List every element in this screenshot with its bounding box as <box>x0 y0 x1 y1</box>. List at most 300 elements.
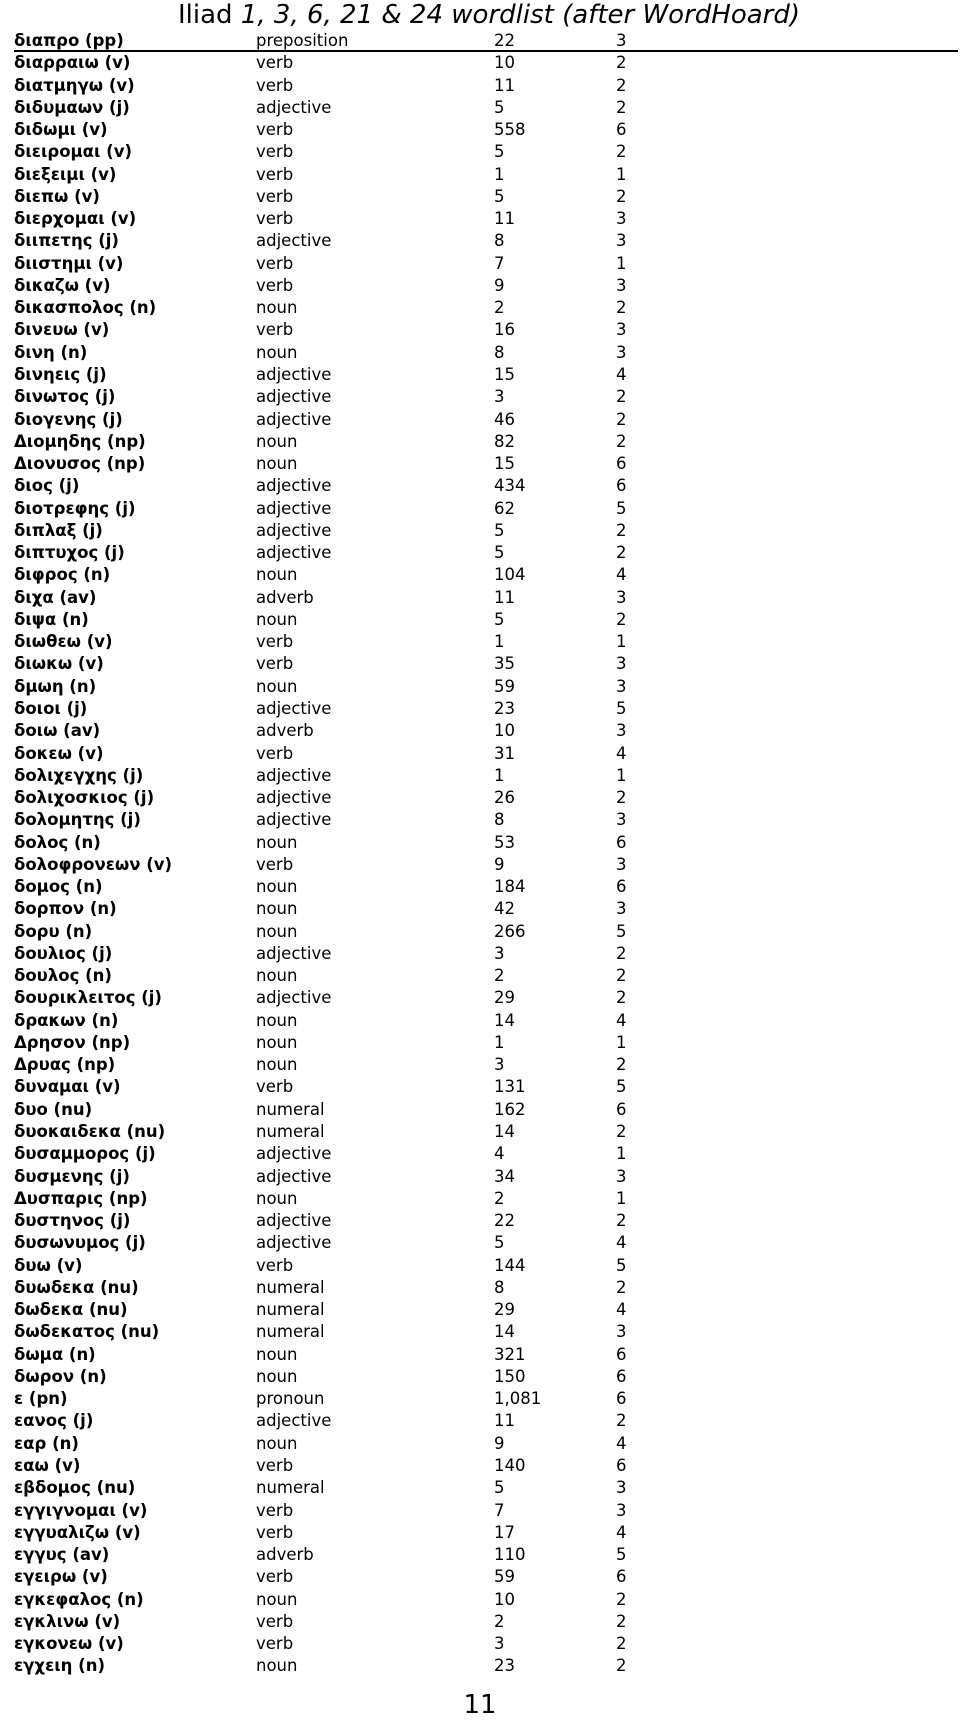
wordlist-row <box>14 1099 960 1121</box>
headword: εγκονεω (v) <box>14 1634 124 1654</box>
book-count: 2 <box>616 1656 627 1676</box>
wordlist-row <box>14 1611 960 1633</box>
frequency: 5 <box>494 142 505 162</box>
wordlist-row <box>14 52 960 74</box>
part-of-speech: noun <box>256 342 298 362</box>
part-of-speech: adjective <box>256 788 332 808</box>
frequency: 46 <box>494 409 515 429</box>
book-count: 3 <box>616 721 627 741</box>
wordlist-row <box>14 1455 960 1477</box>
headword: δωρον (n) <box>14 1366 107 1386</box>
part-of-speech: verb <box>256 209 294 229</box>
frequency: 8 <box>494 1277 505 1297</box>
page-number: 11 <box>463 1690 497 1720</box>
part-of-speech: verb <box>256 1611 294 1631</box>
headword: δυναμαι (v) <box>14 1077 121 1097</box>
headword: διωθεω (v) <box>14 632 113 652</box>
frequency: 14 <box>494 1122 515 1142</box>
part-of-speech: adjective <box>256 1211 332 1231</box>
wordlist-row <box>14 409 960 431</box>
headword: διογενης (j) <box>14 409 123 429</box>
wordlist-row <box>14 609 960 631</box>
part-of-speech: adjective <box>256 698 332 718</box>
headword: δυω (v) <box>14 1255 83 1275</box>
wordlist-row <box>14 587 960 609</box>
wordlist-row <box>14 631 960 653</box>
frequency: 3 <box>494 1634 505 1654</box>
frequency: 14 <box>494 1322 515 1342</box>
book-count: 2 <box>616 988 627 1008</box>
headword: δομος (n) <box>14 877 103 897</box>
wordlist-row <box>14 720 960 742</box>
book-count: 2 <box>616 1634 627 1654</box>
wordlist-row <box>14 164 960 186</box>
part-of-speech: noun <box>256 1344 298 1364</box>
book-count: 2 <box>616 53 627 73</box>
part-of-speech: adjective <box>256 231 332 251</box>
frequency: 5 <box>494 97 505 117</box>
book-count: 2 <box>616 298 627 318</box>
book-count: 5 <box>616 921 627 941</box>
frequency: 131 <box>494 1077 526 1097</box>
part-of-speech: verb <box>256 743 294 763</box>
part-of-speech: numeral <box>256 1099 325 1119</box>
part-of-speech: verb <box>256 1500 294 1520</box>
headword: δολοφρονεων (v) <box>14 854 173 874</box>
frequency: 59 <box>494 1567 515 1587</box>
headword: δυσαμμορος (j) <box>14 1144 156 1164</box>
frequency: 558 <box>494 120 526 140</box>
headword: διπτυχος (j) <box>14 543 125 563</box>
book-count: 6 <box>616 1456 627 1475</box>
wordlist-row <box>14 475 960 497</box>
headword: διωκω (v) <box>14 654 104 674</box>
frequency: 1 <box>494 765 505 785</box>
frequency: 11 <box>494 209 515 229</box>
frequency: 434 <box>494 476 526 496</box>
part-of-speech: verb <box>256 1255 294 1275</box>
headword: διιστημι (v) <box>14 253 124 273</box>
book-count: 1 <box>616 253 627 273</box>
part-of-speech: adverb <box>256 721 314 741</box>
part-of-speech: verb <box>256 275 294 295</box>
wordlist-row <box>14 898 960 920</box>
headword: εαρ (n) <box>14 1433 79 1453</box>
wordlist-row <box>14 1032 960 1054</box>
book-count: 2 <box>616 1055 627 1075</box>
frequency: 1 <box>494 632 505 652</box>
book-count: 3 <box>616 676 627 696</box>
frequency: 5 <box>494 1233 505 1253</box>
wordlist-row <box>14 1410 960 1432</box>
headword: διχα (av) <box>14 587 97 607</box>
wordlist-row <box>14 787 960 809</box>
headword: διεξειμι (v) <box>14 164 117 184</box>
wordlist-row <box>14 1366 960 1388</box>
book-count: 3 <box>616 275 627 295</box>
wordlist-row <box>14 1544 960 1566</box>
wordlist-row <box>14 676 960 698</box>
part-of-speech: verb <box>256 1634 294 1654</box>
book-count: 3 <box>616 654 627 674</box>
book-count: 2 <box>616 431 627 451</box>
headword: δοιοι (j) <box>14 698 88 718</box>
headword: δρακων (n) <box>14 1010 119 1030</box>
headword: διιπετης (j) <box>14 231 119 251</box>
part-of-speech: noun <box>256 832 298 852</box>
wordlist-row <box>14 743 960 765</box>
wordlist-row <box>14 1010 960 1032</box>
part-of-speech: noun <box>256 1656 298 1676</box>
book-count: 3 <box>616 1322 627 1342</box>
headword: δινη (n) <box>14 342 88 362</box>
book-count: 2 <box>616 409 627 429</box>
book-count: 3 <box>616 342 627 362</box>
frequency: 23 <box>494 698 515 718</box>
part-of-speech: noun <box>256 1010 298 1030</box>
book-count: 6 <box>616 1366 627 1386</box>
book-count: 2 <box>616 609 627 629</box>
headword: διαρραιω (v) <box>14 53 131 73</box>
frequency: 23 <box>494 1656 515 1676</box>
book-count: 3 <box>616 31 627 50</box>
part-of-speech: noun <box>256 1032 298 1052</box>
wordlist-row <box>14 208 960 230</box>
wordlist-row <box>14 765 960 787</box>
headword: δυσμενης (j) <box>14 1166 130 1186</box>
part-of-speech: noun <box>256 565 298 585</box>
headword: εγγυς (av) <box>14 1545 110 1565</box>
book-count: 6 <box>616 120 627 140</box>
part-of-speech: adjective <box>256 1166 332 1186</box>
part-of-speech: noun <box>256 1366 298 1386</box>
headword: δορπον (n) <box>14 899 117 919</box>
frequency: 29 <box>494 988 515 1008</box>
frequency: 2 <box>494 298 505 318</box>
headword: δολομητης (j) <box>14 810 141 830</box>
frequency: 59 <box>494 676 515 696</box>
headword: διδυμαων (j) <box>14 97 130 117</box>
headword: Δρησον (np) <box>14 1032 131 1052</box>
part-of-speech: verb <box>256 1077 294 1097</box>
book-count: 2 <box>616 1277 627 1297</box>
book-count: 2 <box>616 97 627 117</box>
headword: δυστηνος (j) <box>14 1211 131 1231</box>
frequency: 2 <box>494 1611 505 1631</box>
headword: διδωμι (v) <box>14 120 108 140</box>
book-count: 3 <box>616 810 627 830</box>
book-count: 2 <box>616 543 627 563</box>
book-count: 4 <box>616 743 627 763</box>
part-of-speech: noun <box>256 609 298 629</box>
part-of-speech: noun <box>256 431 298 451</box>
wordlist-table <box>14 30 960 1678</box>
headword: διφρος (n) <box>14 565 111 585</box>
wordlist-row <box>14 921 960 943</box>
headword: δουλιος (j) <box>14 943 113 963</box>
headword: Διονυσος (np) <box>14 454 146 474</box>
headword: δυοκαιδεκα (nu) <box>14 1122 166 1142</box>
book-count: 6 <box>616 454 627 474</box>
wordlist-row <box>14 1500 960 1522</box>
part-of-speech: verb <box>256 186 294 206</box>
frequency: 11 <box>494 587 515 607</box>
book-count: 4 <box>616 1300 627 1320</box>
wordlist-row <box>14 75 960 97</box>
book-count: 5 <box>616 1255 627 1275</box>
frequency: 2 <box>494 1188 505 1208</box>
book-count: 6 <box>616 832 627 852</box>
frequency: 10 <box>494 1589 515 1609</box>
part-of-speech: verb <box>256 654 294 674</box>
headword: δυσωνυμος (j) <box>14 1233 146 1253</box>
part-of-speech: adjective <box>256 97 332 117</box>
frequency: 35 <box>494 654 515 674</box>
wordlist-row <box>14 141 960 163</box>
wordlist-row <box>14 698 960 720</box>
part-of-speech: adjective <box>256 943 332 963</box>
headword: εγγιγνομαι (v) <box>14 1500 148 1520</box>
frequency: 82 <box>494 431 515 451</box>
frequency: 22 <box>494 31 515 50</box>
part-of-speech: noun <box>256 676 298 696</box>
part-of-speech: verb <box>256 53 294 73</box>
frequency: 8 <box>494 342 505 362</box>
headword: διοτρεφης (j) <box>14 498 136 518</box>
part-of-speech: pronoun <box>256 1389 325 1409</box>
book-count: 1 <box>616 765 627 785</box>
part-of-speech: noun <box>256 298 298 318</box>
wordlist-row <box>14 1299 960 1321</box>
part-of-speech: adjective <box>256 765 332 785</box>
wordlist-row <box>14 1188 960 1210</box>
title-prefix: Iliad <box>178 0 241 30</box>
part-of-speech: noun <box>256 899 298 919</box>
headword: δολος (n) <box>14 832 101 852</box>
part-of-speech: verb <box>256 320 294 340</box>
part-of-speech: adjective <box>256 498 332 518</box>
wordlist-row <box>14 1166 960 1188</box>
book-count: 5 <box>616 498 627 518</box>
part-of-speech: noun <box>256 1433 298 1453</box>
book-count: 4 <box>616 1433 627 1453</box>
frequency: 42 <box>494 899 515 919</box>
frequency: 62 <box>494 498 515 518</box>
wordlist-row <box>14 30 960 52</box>
wordlist-row <box>14 1522 960 1544</box>
part-of-speech: noun <box>256 921 298 941</box>
frequency: 10 <box>494 53 515 73</box>
book-count: 2 <box>616 387 627 407</box>
headword: διψα (n) <box>14 609 89 629</box>
headword: εγχειη (n) <box>14 1656 105 1676</box>
part-of-speech: adverb <box>256 1545 314 1565</box>
book-count: 6 <box>616 476 627 496</box>
headword: διος (j) <box>14 476 80 496</box>
headword: δμωη (n) <box>14 676 97 696</box>
book-count: 1 <box>616 164 627 184</box>
wordlist-row <box>14 453 960 475</box>
frequency: 3 <box>494 1055 505 1075</box>
book-count: 3 <box>616 1478 627 1498</box>
headword: δωδεκατος (nu) <box>14 1322 160 1342</box>
part-of-speech: adjective <box>256 1233 332 1253</box>
book-count: 3 <box>616 899 627 919</box>
frequency: 14 <box>494 1010 515 1030</box>
headword: εγκλινω (v) <box>14 1611 121 1631</box>
frequency: 15 <box>494 454 515 474</box>
frequency: 15 <box>494 364 515 384</box>
wordlist-row <box>14 1232 960 1254</box>
headword: διατμηγω (v) <box>14 75 135 95</box>
frequency: 184 <box>494 877 526 897</box>
wordlist-row <box>14 1477 960 1499</box>
wordlist-row <box>14 987 960 1009</box>
wordlist-row <box>14 431 960 453</box>
book-count: 2 <box>616 520 627 540</box>
frequency: 22 <box>494 1211 515 1231</box>
book-count: 2 <box>616 788 627 808</box>
wordlist-row <box>14 253 960 275</box>
frequency: 9 <box>494 854 505 874</box>
part-of-speech: verb <box>256 632 294 652</box>
wordlist-row <box>14 1655 960 1677</box>
title-italic-part: 1, 3, 6, 21 & 24 wordlist (after WordHoard) <box>240 0 801 30</box>
wordlist-row <box>14 1633 960 1655</box>
frequency: 150 <box>494 1366 526 1386</box>
frequency: 9 <box>494 275 505 295</box>
book-count: 1 <box>616 1188 627 1208</box>
frequency: 16 <box>494 320 515 340</box>
wordlist-row <box>14 1589 960 1611</box>
part-of-speech: verb <box>256 854 294 874</box>
wordlist-row <box>14 1433 960 1455</box>
headword: δυο (nu) <box>14 1099 93 1119</box>
frequency: 10 <box>494 721 515 741</box>
wordlist-row <box>14 653 960 675</box>
wordlist-row <box>14 1076 960 1098</box>
wordlist-row <box>14 386 960 408</box>
part-of-speech: noun <box>256 454 298 474</box>
wordlist-row <box>14 542 960 564</box>
frequency: 29 <box>494 1300 515 1320</box>
page-title <box>178 0 958 30</box>
book-count: 2 <box>616 186 627 206</box>
wordlist-row <box>14 1566 960 1588</box>
wordlist-row <box>14 1388 960 1410</box>
book-count: 2 <box>616 966 627 986</box>
part-of-speech: verb <box>256 1567 294 1587</box>
headword: διεπω (v) <box>14 186 100 206</box>
wordlist-row <box>14 965 960 987</box>
frequency: 266 <box>494 921 526 941</box>
headword: διαπρο (pp) <box>14 31 124 50</box>
book-count: 2 <box>616 1411 627 1431</box>
book-count: 2 <box>616 1589 627 1609</box>
part-of-speech: verb <box>256 142 294 162</box>
book-count: 2 <box>616 943 627 963</box>
book-count: 2 <box>616 142 627 162</box>
headword: διειρομαι (v) <box>14 142 133 162</box>
frequency: 34 <box>494 1166 515 1186</box>
frequency: 3 <box>494 387 505 407</box>
frequency: 5 <box>494 186 505 206</box>
wordlist-row <box>14 498 960 520</box>
book-count: 6 <box>616 1344 627 1364</box>
frequency: 1,081 <box>494 1389 542 1409</box>
frequency: 5 <box>494 609 505 629</box>
frequency: 3 <box>494 943 505 963</box>
frequency: 11 <box>494 1411 515 1431</box>
frequency: 162 <box>494 1099 526 1119</box>
part-of-speech: verb <box>256 1522 294 1542</box>
frequency: 8 <box>494 810 505 830</box>
headword: δολιχεγχης (j) <box>14 765 144 785</box>
part-of-speech: noun <box>256 1055 298 1075</box>
wordlist-row <box>14 876 960 898</box>
frequency: 7 <box>494 253 505 273</box>
part-of-speech: noun <box>256 966 298 986</box>
book-count: 3 <box>616 231 627 251</box>
book-count: 4 <box>616 1010 627 1030</box>
headword: Δυσπαρις (np) <box>14 1188 148 1208</box>
book-count: 4 <box>616 1522 627 1542</box>
headword: διπλαξ (j) <box>14 520 103 540</box>
wordlist-row <box>14 809 960 831</box>
frequency: 5 <box>494 1478 505 1498</box>
book-count: 5 <box>616 698 627 718</box>
wordlist-row <box>14 943 960 965</box>
headword: εανος (j) <box>14 1411 94 1431</box>
frequency: 11 <box>494 75 515 95</box>
wordlist-row <box>14 1143 960 1165</box>
part-of-speech: adjective <box>256 387 332 407</box>
book-count: 2 <box>616 1122 627 1142</box>
part-of-speech: adjective <box>256 1144 332 1164</box>
part-of-speech: adjective <box>256 543 332 563</box>
frequency: 31 <box>494 743 515 763</box>
part-of-speech: verb <box>256 164 294 184</box>
part-of-speech: adjective <box>256 520 332 540</box>
part-of-speech: verb <box>256 1456 294 1475</box>
frequency: 53 <box>494 832 515 852</box>
part-of-speech: adjective <box>256 476 332 496</box>
book-count: 6 <box>616 1567 627 1587</box>
wordlist-row <box>14 1277 960 1299</box>
book-count: 2 <box>616 1611 627 1631</box>
wordlist-row <box>14 342 960 364</box>
part-of-speech: verb <box>256 120 294 140</box>
headword: δορυ (n) <box>14 921 93 941</box>
frequency: 17 <box>494 1522 515 1542</box>
headword: δικασπολος (n) <box>14 298 157 318</box>
book-count: 6 <box>616 877 627 897</box>
part-of-speech: numeral <box>256 1122 325 1142</box>
headword: εγειρω (v) <box>14 1567 108 1587</box>
part-of-speech: noun <box>256 1589 298 1609</box>
part-of-speech: adjective <box>256 409 332 429</box>
headword: εγκεφαλος (n) <box>14 1589 144 1609</box>
book-count: 2 <box>616 1211 627 1231</box>
headword: δοιω (av) <box>14 721 101 741</box>
headword: εγγυαλιζω (v) <box>14 1522 141 1542</box>
book-count: 4 <box>616 1233 627 1253</box>
part-of-speech: numeral <box>256 1478 325 1498</box>
frequency: 144 <box>494 1255 526 1275</box>
part-of-speech: numeral <box>256 1277 325 1297</box>
book-count: 2 <box>616 75 627 95</box>
book-count: 5 <box>616 1545 627 1565</box>
